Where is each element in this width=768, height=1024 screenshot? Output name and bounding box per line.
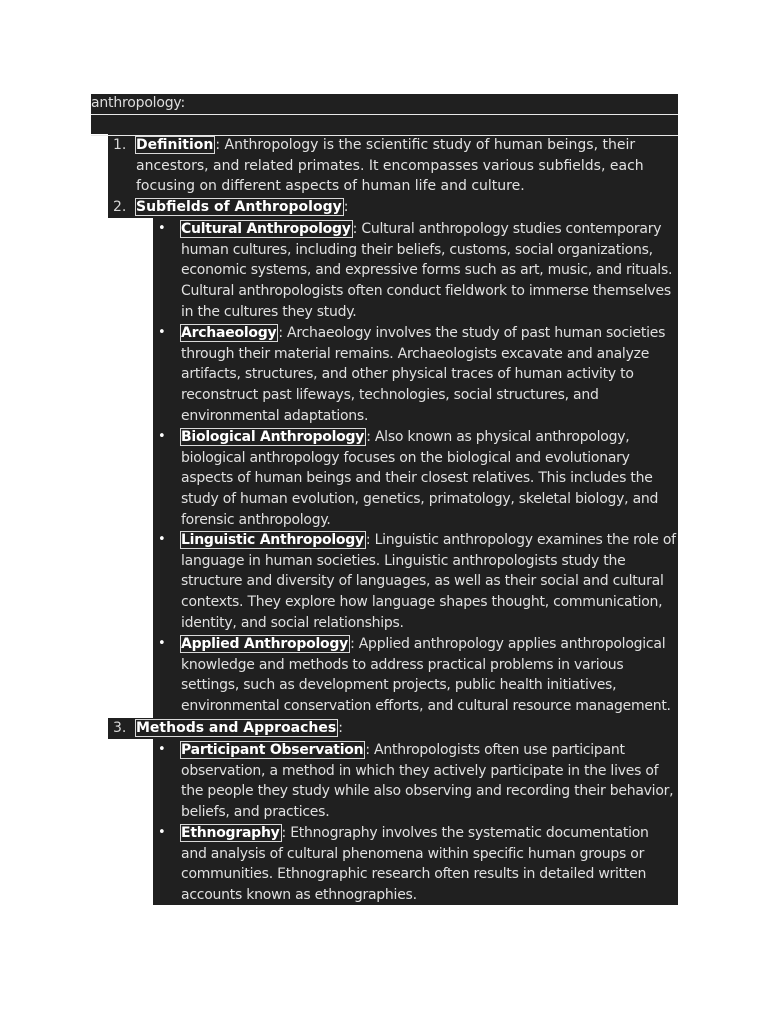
bullet-dot: •: [158, 532, 166, 547]
bullet-text: [181, 740, 678, 823]
bullet-dot: •: [158, 742, 166, 757]
term-participant-observation: Participant Observation: [181, 742, 364, 758]
list-item-text: [136, 197, 676, 218]
term-archaeology: Archaeology: [181, 325, 277, 341]
term-subfields: Subfields of Anthropology: [136, 199, 342, 215]
bullet-dot: •: [158, 825, 166, 840]
methods-colon: :: [338, 720, 343, 736]
list-number: 1.: [113, 137, 127, 153]
bullet-dot: •: [158, 325, 166, 340]
bullet-dot: •: [158, 636, 166, 651]
bullet-body: : Archaeology involves the study of past human societies through their material remains. Archaeologists excavate and analyze artifacts, structures, and other physical traces of human activity to reconstruct past lifeways, technologies, social structures, and environmental adaptations.: [181, 325, 666, 424]
term-applied-anthropology: Applied Anthropology: [181, 636, 349, 652]
blank-line: [91, 114, 678, 136]
bullet-body: : Also known as physical anthropology, biological anthropology focuses on the biological and evolutionary aspects of human beings and their closest relatives. This includes the study of human evolution, genetics, primatology, skeletal biology, and forensic anthropology.: [181, 429, 659, 528]
intro-heading: anthropology:: [91, 95, 186, 111]
bullet-text: [181, 530, 678, 634]
subfields-colon: :: [343, 199, 349, 215]
bullet-text: [181, 219, 678, 323]
term-cultural-anthropology: Cultural Anthropology: [181, 221, 351, 237]
bullet-text: [181, 427, 678, 531]
term-biological-anthropology: Biological Anthropology: [181, 429, 365, 445]
list-number: 3.: [113, 720, 127, 736]
list-item-subfields: [108, 197, 678, 218]
list-item-definition: [108, 135, 678, 197]
list-item-methods: [108, 718, 678, 739]
list-item-text: [136, 718, 676, 739]
bullet-body: : Ethnography involves the systematic documentation and analysis of cultural phenomena within specific human groups or communities. Ethnographic research often results in detailed written accounts known as ethnographies.: [181, 825, 649, 904]
term-linguistic-anthropology: Linguistic Anthropology: [181, 532, 364, 548]
bullet-text: [181, 634, 678, 717]
bullet-body: : Applied anthropology applies anthropological knowledge and methods to address practical problems in various settings, such as development projects, public health initiatives, environmental conservation efforts, and cultural resource management.: [181, 636, 671, 715]
bullet-text: [181, 323, 678, 427]
bullet-dot: •: [158, 429, 166, 444]
bullet-body: : Linguistic anthropology examines the role of language in human societies. Linguistic anthropologists study the structure and diversity of languages, as well as their social and cultural contexts. They explore how language shapes thought, communication, identity, and social relationships.: [181, 532, 676, 631]
bullet-body: : Cultural anthropology studies contemporary human cultures, including their beliefs, customs, social organizations, economic systems, and expressive forms such as art, music, and rituals. Cultural anthropologists often conduct fieldwork to immerse themselves in the cultures they study.: [181, 221, 673, 320]
term-methods: Methods and Approaches: [136, 720, 337, 736]
term-ethnography: Ethnography: [181, 825, 280, 841]
bullet-body: : Anthropologists often use participant observation, a method in which they actively participate in the lives of the people they study while also observing and recording their behavior, beliefs, and practices.: [181, 742, 674, 821]
bullet-dot: •: [158, 221, 166, 236]
bullet-text: [181, 823, 678, 906]
list-item-text: [136, 135, 676, 197]
definition-body: : Anthropology is the scientific study of human beings, their ancestors, and related primates. It encompasses various subfields, each focusing on different aspects of human life and culture.: [136, 137, 644, 195]
term-definition: Definition: [136, 137, 214, 153]
list-number: 2.: [113, 199, 127, 215]
